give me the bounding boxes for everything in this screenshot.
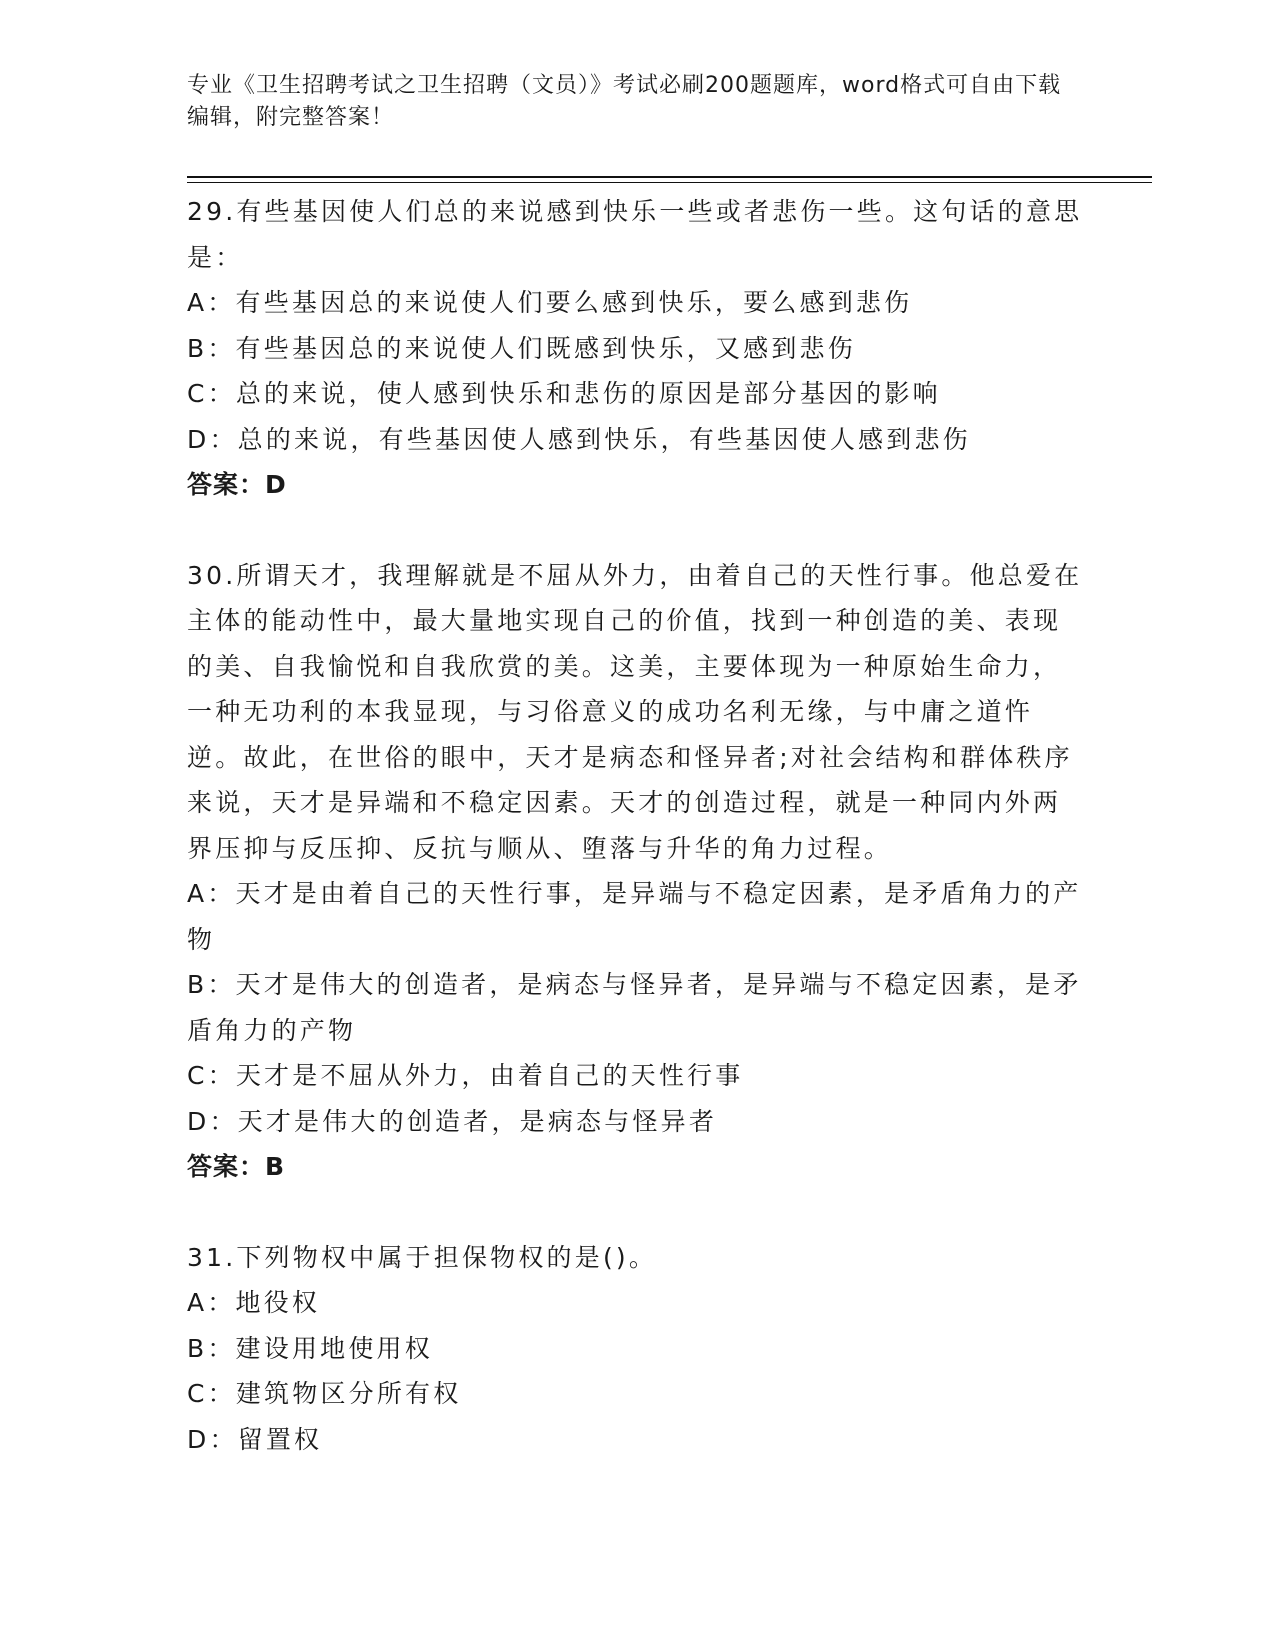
answer-key: 答案：D: [187, 470, 287, 499]
document-header: 专业《卫生招聘考试之卫生招聘（文员）》考试必刷200题题库，word格式可自由下载编辑，附完整答案！: [187, 73, 1062, 130]
header-divider-thin: [187, 182, 1152, 183]
option-c: C：天才是不屈从外力，由着自己的天性行事: [187, 1061, 744, 1090]
question-31: [187, 1235, 1087, 1463]
option-b: B：有些基因总的来说使人们既感到快乐，又感到悲伤: [187, 333, 856, 363]
option-a: A：地役权: [187, 1288, 321, 1317]
question-list: [187, 189, 1087, 1507]
option-b: B：建设用地使用权: [187, 1333, 433, 1363]
option-b: B：天才是伟大的创造者，是病态与怪异者，是异端与不稳定因素，是矛盾角力的产物: [187, 970, 1082, 1045]
question-stem: 29.有些基因使人们总的来说感到快乐一些或者悲伤一些。这句话的意思是：: [187, 197, 1083, 272]
answer-key: 答案：B: [187, 1152, 286, 1181]
question-29: [187, 189, 1087, 508]
question-stem: 30.所谓天才，我理解就是不屈从外力，由着自己的天性行事。他总爱在主体的能动性中，最大量地实现自己的价值，找到一种创造的美、表现的美、自我愉悦和自我欣赏的美。这美，主要体现为一种原始生命力，一种无功利的本我显现，与习俗意义的成功名利无缘，与中庸之道忤逆。故此，在世俗的眼中，天才是病态和怪异者;对社会结构和群体秩序来说，天才是异端和不稳定因素。天才的创造过程，就是一种同内外两界压抑与反压抑、反抗与顺从、堕落与升华的角力过程。: [187, 560, 1083, 863]
option-a: A：有些基因总的来说使人们要么感到快乐，要么感到悲伤: [187, 288, 913, 317]
option-d: D：总的来说，有些基因使人感到快乐，有些基因使人感到悲伤: [187, 424, 971, 454]
option-c: C：总的来说，使人感到快乐和悲伤的原因是部分基因的影响: [187, 379, 941, 408]
option-d: D：留置权: [187, 1424, 323, 1454]
option-a: A：天才是由着自己的天性行事，是异端与不稳定因素，是矛盾角力的产物: [187, 879, 1082, 954]
option-c: C：建筑物区分所有权: [187, 1379, 462, 1408]
option-d: D：天才是伟大的创造者，是病态与怪异者: [187, 1106, 718, 1136]
header-divider: [187, 176, 1152, 178]
question-30: [187, 553, 1087, 1190]
question-stem: 31.下列物权中属于担保物权的是()。: [187, 1242, 658, 1272]
